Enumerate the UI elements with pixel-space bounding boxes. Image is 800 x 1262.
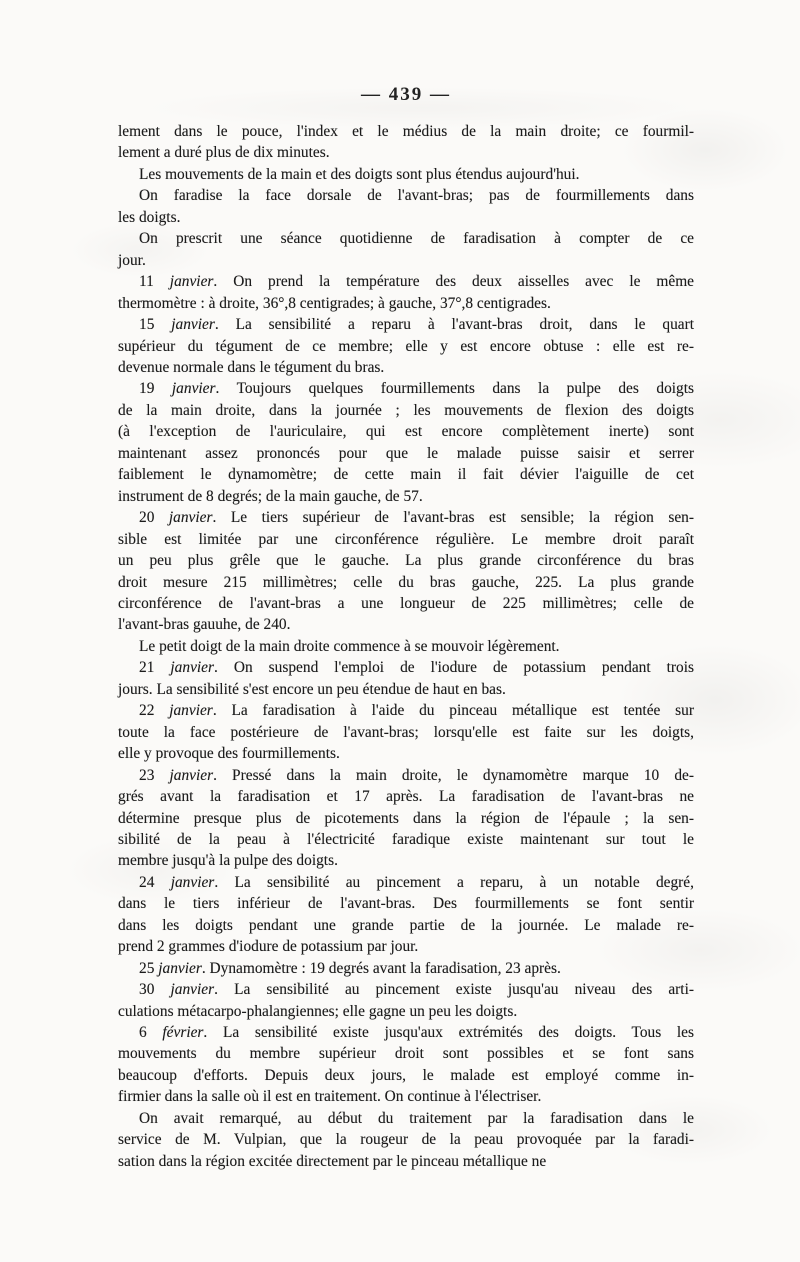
text-line: 30 janvier. La sensibilité au pincement existe jusqu'au niveau des arti-	[139, 981, 694, 999]
text-line: elle y provoque des fourmillements.	[118, 745, 340, 763]
text-line: beaucoup d'efforts. Depuis deux jours, le malade est employé comme in-	[118, 1066, 694, 1084]
text-line: lement a duré plus de dix minutes.	[118, 144, 330, 162]
text-line: prend 2 grammes d'iodure de potassium par jour.	[118, 938, 419, 956]
date-month-italic: janvier	[169, 702, 213, 720]
text-line: sibilité de la peau à l'électricité faradique existe maintenant sur tout le	[118, 830, 694, 848]
text-line: 11 janvier. On prend la température des deux aisselles avec le même	[139, 273, 694, 291]
text-line: On faradise la face dorsale de l'avant-bras; pas de fourmillements dans	[139, 187, 694, 205]
text-line: thermomètre : à droite, 36°,8 centigrades; à gauche, 37°,8 centigrades.	[118, 294, 551, 312]
text-line: dans le tiers inférieur de l'avant-bras. Des fourmillements se font sentir	[118, 895, 694, 913]
date-month-italic: janvier	[169, 273, 214, 291]
text-line: supérieur du tégument de ce membre; elle y est encore obtuse : elle est re-	[118, 337, 694, 355]
text-line: membre jusqu'à la pulpe des doigts.	[118, 852, 338, 870]
text-line: 21 janvier. On suspend l'emploi de l'iodure de potassium pendant trois	[139, 659, 695, 677]
date-month-italic: février	[162, 1024, 204, 1042]
text-line: On avait remarqué, au début du traitement par la faradisation dans le	[139, 1109, 694, 1127]
text-block	[118, 121, 694, 1172]
date-month-italic: janvier	[168, 509, 213, 527]
date-month-italic: janvier	[158, 959, 202, 977]
text-line: instrument de 8 degrés; de la main gauche, de 57.	[118, 487, 423, 505]
text-line: sible est limitée par une circonférence régulière. Le membre droit paraît	[118, 530, 694, 548]
text-line: faiblement le dynamomètre; de cette main il fait dévier l'aiguille de cet	[118, 466, 694, 484]
date-month-italic: janvier	[170, 981, 215, 999]
text-line: maintenant assez prononcés pour que le malade puisse saisir et serrer	[118, 444, 694, 462]
text-line: firmier dans la salle où il est en traitement. On continue à l'électriser.	[118, 1088, 542, 1106]
text-line: droit mesure 215 millimètres; celle du bras gauche, 225. La plus grande	[118, 573, 694, 591]
text-line: les doigts.	[118, 208, 181, 226]
text-line: jour.	[118, 251, 146, 269]
text-line: 22 janvier. La faradisation à l'aide du pinceau métallique est tentée sur	[139, 702, 694, 720]
text-line: 20 janvier. Le tiers supérieur de l'avant-bras est sensible; la région sen-	[139, 509, 694, 527]
date-month-italic: janvier	[170, 873, 215, 891]
text-line: 24 janvier. La sensibilité au pincement a reparu, à un notable degré,	[139, 873, 694, 891]
page-number: — 439 —	[361, 84, 451, 105]
date-month-italic: janvier	[169, 766, 214, 784]
text-line: grés avant la faradisation et 17 après. La faradisation de l'avant-bras ne	[118, 788, 694, 806]
text-line: devenue normale dans le tégument du bras.	[118, 358, 385, 376]
date-month-italic: janvier	[171, 380, 216, 398]
text-line: lement dans le pouce, l'index et le médius de la main droite; ce fourmil-	[118, 123, 694, 140]
text-line: dans les doigts pendant une grande partie de la journée. Le malade re-	[118, 916, 694, 934]
text-line: sation dans la région excitée directement par le pinceau métallique ne	[118, 1152, 547, 1170]
text-line: circonférence de l'avant-bras a une longueur de 225 millimètres; celle de	[118, 594, 694, 612]
text-line: 19 janvier. Toujours quelques fourmillements dans la pulpe des doigts	[139, 380, 694, 398]
text-line: 6 février. La sensibilité existe jusqu'aux extrémités des doigts. Tous les	[139, 1024, 694, 1042]
text-line: (à l'exception de l'auriculaire, qui est encore complètement inerte) sont	[118, 423, 694, 441]
text-line: culations métacarpo-phalangiennes; elle gagne un peu les doigts.	[118, 1002, 518, 1020]
text-line: mouvements du membre supérieur droit sont possibles et se font sans	[118, 1045, 694, 1063]
text-line: 15 janvier. La sensibilité a reparu à l'avant-bras droit, dans le quart	[139, 316, 694, 334]
text-line: de la main droite, dans la journée ; les mouvements de flexion des doigts	[118, 401, 694, 419]
text-line: On prescrit une séance quotidienne de faradisation à compter de ce	[139, 230, 694, 248]
text-line: toute la face postérieure de l'avant-bras; lorsqu'elle est faite sur les doigts,	[118, 723, 694, 741]
date-month-italic: janvier	[170, 659, 215, 677]
date-month-italic: janvier	[171, 316, 215, 334]
text-line: détermine presque plus de picotements dans la région de l'épaule ; la sen-	[118, 809, 694, 827]
text-line: service de M. Vulpian, que la rougeur de la peau provoquée par la faradi-	[118, 1131, 694, 1149]
text-line: 25 janvier. Dynamomètre : 19 degrés avant la faradisation, 23 après.	[139, 959, 561, 977]
text-line: un peu plus grêle que le gauche. La plus grande circonférence du bras	[118, 552, 694, 570]
text-line: Les mouvements de la main et des doigts sont plus étendus aujourd'hui.	[139, 165, 580, 183]
text-line: l'avant-bras gauuhe, de 240.	[118, 616, 291, 634]
text-line: 23 janvier. Pressé dans la main droite, le dynamomètre marque 10 de-	[139, 766, 695, 784]
text-line: jours. La sensibilité s'est encore un peu étendue de haut en bas.	[118, 680, 506, 698]
text-line: Le petit doigt de la main droite commence à se mouvoir légèrement.	[139, 637, 560, 655]
